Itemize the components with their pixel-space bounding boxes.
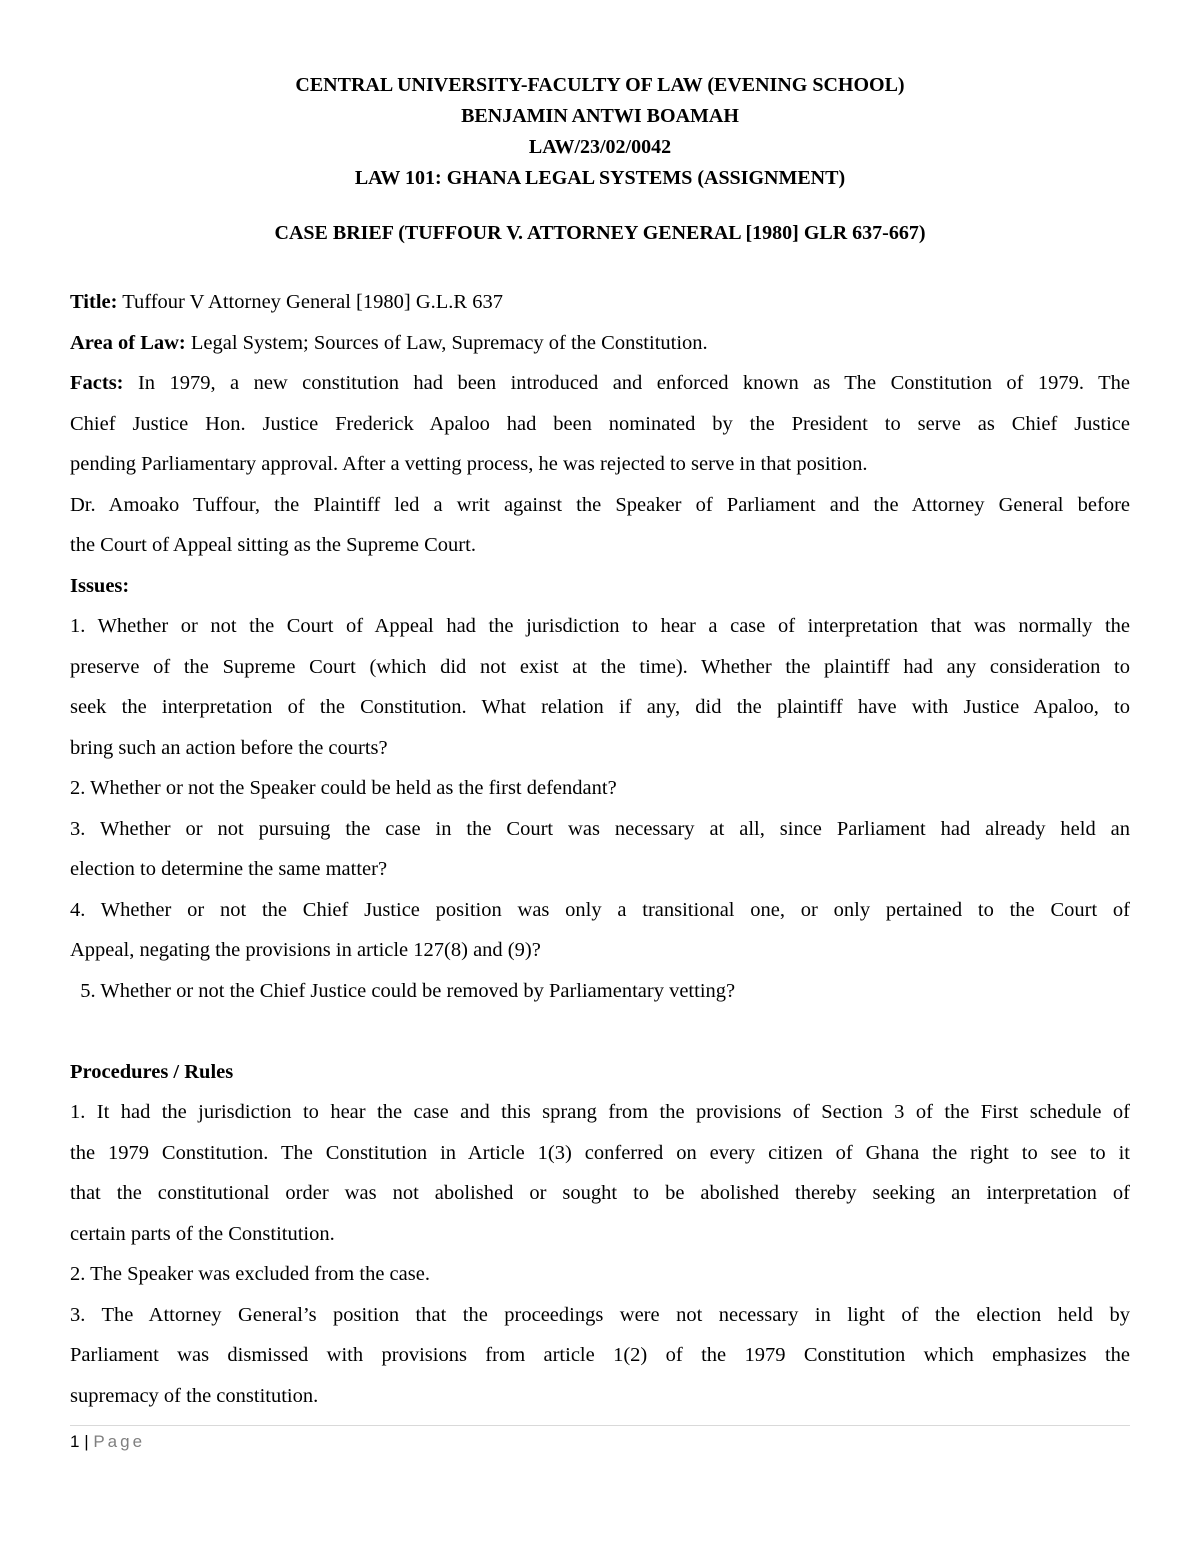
case-brief-title: CASE BRIEF (TUFFOUR V. ATTORNEY GENERAL [1980] GLR 637-667): [274, 222, 926, 244]
facts-line: the Court of Appeal sitting as the Supreme Court.: [70, 534, 476, 556]
issue-line: 1. Whether or not the Court of Appeal had the jurisdiction to hear a case of interpretation that was normally the: [70, 615, 1130, 637]
issue-line: 5. Whether or not the Chief Justice could be removed by Parliamentary vetting?: [70, 979, 736, 1002]
procedure-line: 3. The Attorney General’s position that the proceedings were not necessary in light of the election held by: [70, 1303, 1130, 1326]
document-header: [70, 70, 1130, 249]
issue-line: 2. Whether or not the Speaker could be held as the first defendant?: [70, 777, 617, 799]
procedure-line: that the constitutional order was not abolished or sought to be abolished thereby seeking an interpretation of: [70, 1182, 1130, 1204]
student-id: LAW/23/02/0042: [528, 136, 672, 158]
procedure-line: certain parts of the Constitution.: [70, 1222, 335, 1245]
procedures-heading: Procedures / Rules: [70, 1060, 234, 1083]
issue-line: preserve of the Supreme Court (which did not exist at the time). Whether the plaintiff had any consideration to: [70, 655, 1130, 678]
area-of-law-value: Legal System; Sources of Law, Supremacy of the Constitution.: [185, 331, 708, 354]
spacer: [70, 1011, 1130, 1052]
facts-line: Chief Justice Hon. Justice Frederick Apaloo had been nominated by the President to serve as Chief Justice: [70, 412, 1130, 435]
facts-line: Dr. Amoako Tuffour, the Plaintiff led a writ against the Speaker of Parliament and the Attorney General before: [70, 493, 1130, 516]
page-label: Page: [93, 1432, 146, 1451]
area-of-law-line: [70, 323, 1130, 364]
procedure-line: Parliament was dismissed with provisions from article 1(2) of the 1979 Constitution which emphasizes the: [70, 1344, 1130, 1366]
page-number: 1: [70, 1432, 80, 1451]
university-heading: CENTRAL UNIVERSITY-FACULTY OF LAW (EVENING SCHOOL): [295, 74, 905, 96]
title-label: Title:: [70, 291, 118, 313]
footer-separator: |: [79, 1432, 94, 1451]
title-value: Tuffour V Attorney General [1980] G.L.R 637: [117, 291, 503, 313]
issue-line: Appeal, negating the provisions in article 127(8) and (9)?: [70, 939, 541, 961]
title-line: [70, 282, 1130, 323]
issues-heading: Issues:: [70, 574, 130, 597]
area-of-law-label: Area of Law:: [70, 331, 186, 354]
facts-line: pending Parliamentary approval. After a vetting process, he was rejected to serve in that position.: [70, 453, 868, 475]
facts-text: In 1979, a new constitution had been introduced and enforced known as The Constitution of 1979. The: [123, 372, 1130, 394]
student-name: BENJAMIN ANTWI BOAMAH: [461, 105, 739, 127]
document-body: [70, 282, 1130, 1416]
page-footer: [70, 1432, 145, 1452]
course-title: LAW 101: GHANA LEGAL SYSTEMS (ASSIGNMENT): [354, 167, 846, 189]
procedure-line: 1. It had the jurisdiction to hear the case and this sprang from the provisions of Section 3 of the First schedule of: [70, 1101, 1130, 1123]
procedure-line: 2. The Speaker was excluded from the case.: [70, 1263, 430, 1285]
footer-divider: [70, 1425, 1130, 1426]
issue-line: seek the interpretation of the Constitution. What relation if any, did the plaintiff have with Justice Apaloo, to: [70, 696, 1130, 718]
facts-label: Facts:: [70, 372, 124, 394]
procedure-line: the 1979 Constitution. The Constitution in Article 1(3) conferred on every citizen of Ghana the right to see to it: [70, 1141, 1130, 1164]
issue-line: 4. Whether or not the Chief Justice position was only a transitional one, or only pertained to the Court of: [70, 898, 1130, 921]
facts-line: [70, 363, 1130, 404]
issue-line: 3. Whether or not pursuing the case in the Court was necessary at all, since Parliament had already held an: [70, 817, 1130, 840]
issue-line: bring such an action before the courts?: [70, 736, 388, 759]
issue-line: election to determine the same matter?: [70, 858, 388, 880]
procedure-line: supremacy of the constitution.: [70, 1384, 319, 1407]
